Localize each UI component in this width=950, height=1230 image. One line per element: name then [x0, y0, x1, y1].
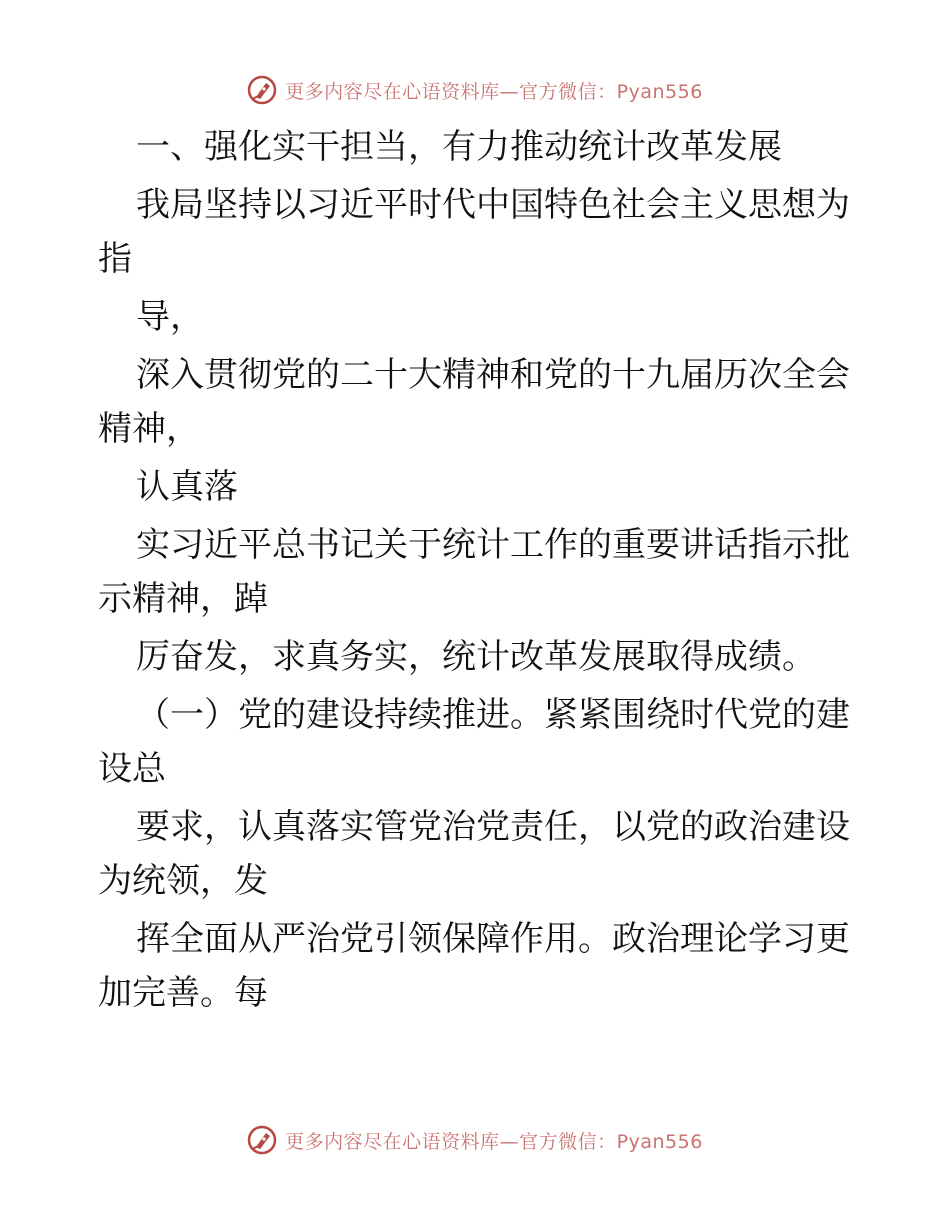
paragraph-line: 我局坚持以习近平时代中国特色社会主义思想为: [136, 185, 850, 225]
paragraph-line: 为统领，发: [98, 861, 268, 901]
document-body: [98, 118, 858, 1022]
paragraph-line: 深入贯彻党的二十大精神和党的十九届历次全会: [136, 355, 850, 395]
paragraph-line: 认真落: [136, 467, 238, 507]
paragraph-line: 设总: [98, 749, 166, 789]
watermark-bottom: [0, 1120, 950, 1160]
pen-nib-logo-icon: [247, 1125, 277, 1155]
watermark-text: 更多内容尽在心语资料库—官方微信：Pyan556: [285, 80, 703, 103]
pen-nib-logo-icon: [247, 75, 277, 105]
paragraph-line: 指: [98, 239, 132, 279]
section-heading: 一、强化实干担当，有力推动统计改革发展: [136, 127, 782, 167]
subsection-heading: （一）党的建设持续推进。紧紧围绕时代党的建: [136, 695, 850, 735]
paragraph-line: 实习近平总书记关于统计工作的重要讲话指示批: [136, 525, 850, 565]
watermark-text: 更多内容尽在心语资料库—官方微信：Pyan556: [285, 1130, 703, 1153]
paragraph-line: 厉奋发，求真务实，统计改革发展取得成绩。: [136, 637, 816, 677]
paragraph-line: 示精神，踔: [98, 579, 268, 619]
paragraph-line: 挥全面从严治党引领保障作用。政治理论学习更: [136, 919, 850, 959]
paragraph-line: 导，: [136, 297, 204, 337]
paragraph-line: 精神，: [98, 409, 200, 449]
paragraph-line: 要求，认真落实管党治党责任，以党的政治建设: [136, 807, 850, 847]
watermark-top: [0, 70, 950, 110]
paragraph-line: 加完善。每: [98, 973, 268, 1013]
